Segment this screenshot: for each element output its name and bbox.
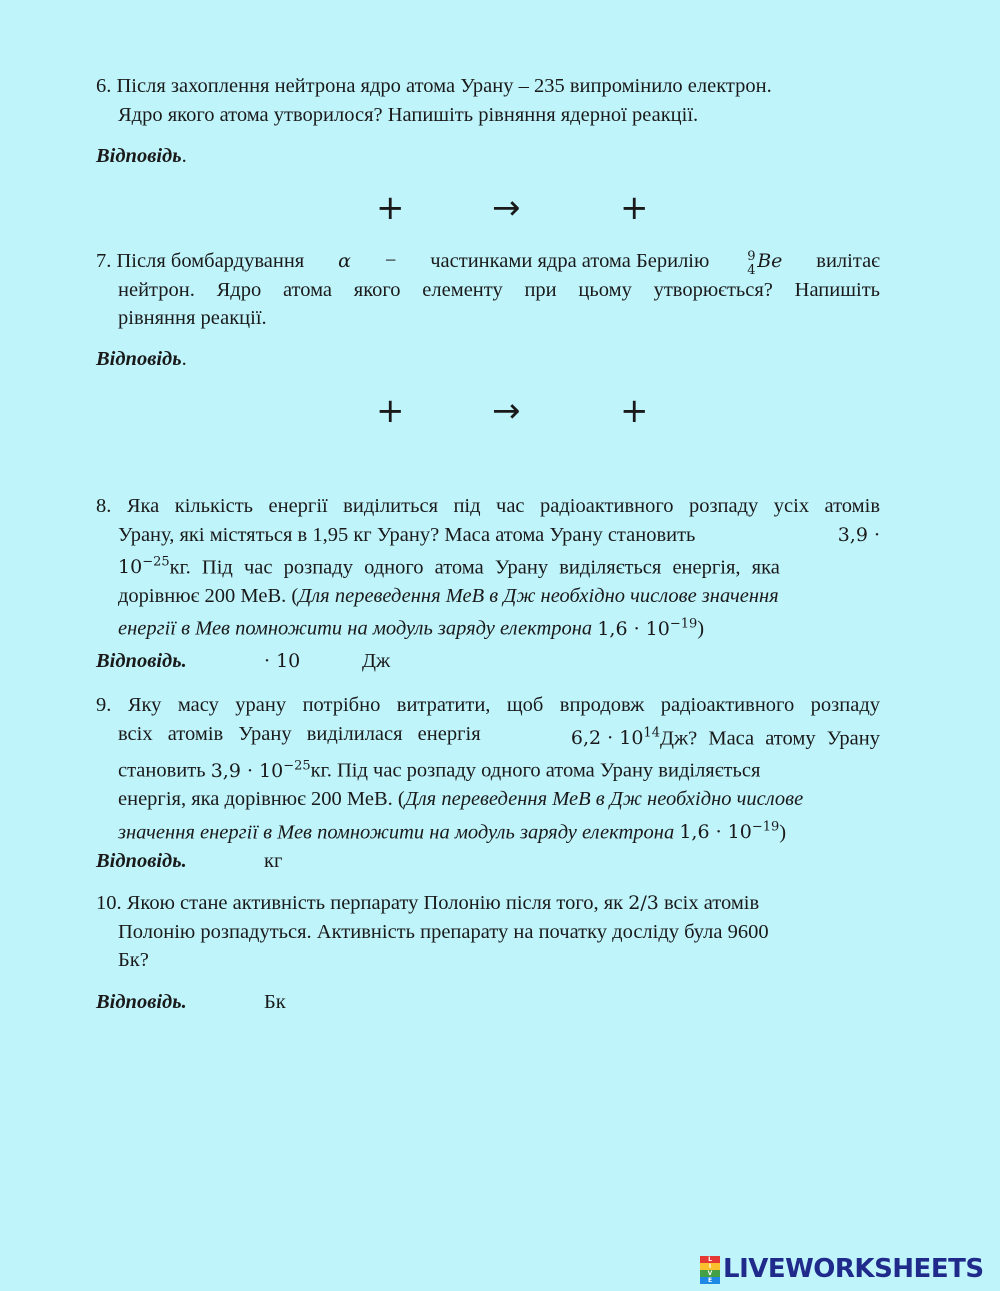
q7-line3: рівняння реакції. xyxy=(118,307,267,329)
question-7: 7. Після бомбардування α − частинками ядра атома Берилію 9 4 Be вилітає нейтрон. Ядро атома якого елементу при цьому утворюється? Напишіть рівняння реакції. xyxy=(96,247,880,333)
question-9: 9. Яку масу урану потрібно витратити, щоб впродовж радіоактивного розпаду всіх атомів Урану виділилася енергія $6,2 \cdot 10^{14}Дж$? Маса атому Урану становить $3,9 \cdot 10^{-25}кг$. Під час розпаду одного атома Урану виділяється енергія, яка дорівнює 200 МеВ. (Для переведення МеВ в Дж необхідно числове значення енергії в Мев помножити на модуль заряду електрона $1,6 \cdot 10^{-19}$) xyxy=(96,691,880,846)
q9-hint-2: значення енергії в Мев помножити на модуль заряду електрона xyxy=(118,820,680,843)
q10-answer-unit: Бк xyxy=(264,991,286,1013)
q6-line2: Ядро якого атома утворилося? Напишіть рівняння ядерної реакції. xyxy=(118,103,699,126)
q8-line1: 8. Яка кількість енергії виділиться під час радіоактивного розпаду усіх атомів xyxy=(96,495,880,517)
q8-answer-multiplier: · 10 xyxy=(264,650,301,672)
q9-mass: $3,9 \cdot 10^{-25}$ xyxy=(210,758,311,782)
q10-fraction: 2/3 xyxy=(628,892,659,914)
question-6 xyxy=(96,72,880,129)
q6-line1: 6. Після захоплення нейтрона ядро атома Урану – 235 випромінило електрон. xyxy=(96,75,772,97)
q10-answer-label: Відповідь. xyxy=(96,991,187,1013)
q10-line1: 10. Якою стане активність перпарату Полонію після того, як xyxy=(96,892,629,914)
q8-line3: кг. Під час розпаду одного атома Урану виділяється енергія, яка xyxy=(169,556,780,579)
q9-energy: $6,2 \cdot 10^{14}$ xyxy=(570,725,660,749)
q7-text-3: вилітає xyxy=(816,250,880,272)
beryllium-nuclide: 9 4 xyxy=(747,249,756,278)
q9-charge: $1,6 \cdot 10^{-19}$ xyxy=(679,819,780,843)
q9-line2: всіх атомів Урану виділилася енергія xyxy=(118,722,481,745)
q8-answer-label: Відповідь. xyxy=(96,650,187,672)
q6-plus-1: + xyxy=(376,188,405,228)
q8-answer-unit: Дж xyxy=(362,650,391,672)
q8-line4: дорівнює 200 МеВ. ( xyxy=(118,584,299,607)
q9-line1: 9. Яку масу урану потрібно витратити, щоб впродовж радіоактивного розпаду xyxy=(96,694,880,716)
q9-answer-unit: кг xyxy=(264,850,283,872)
logo-text: LIVEWORKSHEETS xyxy=(723,1254,984,1284)
q7-plus-1: + xyxy=(376,391,405,431)
q9-hint-1: Для переведення МеВ в Дж необхідно числове xyxy=(404,788,804,811)
q7-arrow: → xyxy=(492,391,521,431)
q8-charge: $1,6 \cdot 10^{-19}$ xyxy=(597,616,698,640)
q7-line2: нейтрон. Ядро атома якого елементу при цьому утворюється? Напишіть xyxy=(118,278,880,301)
q7-plus-2: + xyxy=(620,391,649,431)
q9-line3: кг. Під час розпаду одного атома Урану виділяється xyxy=(310,759,761,782)
q9-line4: енергія, яка дорівнює 200 МеВ. ( xyxy=(118,788,405,811)
liveworksheets-badge-icon: L I V E xyxy=(700,1256,720,1282)
q9-answer-label: Відповідь. xyxy=(96,850,187,872)
q7-text-2: частинками ядра атома Берилію xyxy=(430,250,710,272)
q10-line2: Полонію розпадуться. Активність препарату на початку досліду була 9600 xyxy=(118,920,769,943)
alpha-symbol: α xyxy=(338,250,351,272)
q10-line3: Бк? xyxy=(118,949,149,971)
q8-line2: Урану, які містяться в 1,95 кг Урану? Маса атома Урану становить xyxy=(118,523,696,546)
q8-hint-2: енергії в Мев помножити на модуль заряду електрона xyxy=(118,617,598,640)
q8-mass: 3,9 · xyxy=(837,523,880,546)
question-8: 8. Яка кількість енергії виділиться під час радіоактивного розпаду усіх атомів Урану, які містяться в 1,95 кг Урану? Маса атома Урану становить 3,9 · $10^{-25}кг$. Під час розпаду одного атома Урану виділяється енергія, яка дорівнює 200 МеВ. (Для переведення МеВ в Дж необхідно числове значення енергії в Мев помножити на модуль заряду електрона $1,6 \cdot 10^{-19}$) xyxy=(96,492,880,643)
q6-plus-2: + xyxy=(620,188,649,228)
q8-mass-pow: $10^{-25}$ xyxy=(118,555,170,579)
q6-arrow: → xyxy=(492,188,521,228)
question-10: 10. Якою стане активність перпарату Полонію після того, як 2/3 всіх атомів Полонію розпадуться. Активність препарату на початку досліду була 9600 Бк? xyxy=(96,889,880,975)
liveworksheets-logo xyxy=(700,1254,984,1284)
q7-answer-label: Відповідь. xyxy=(96,348,187,370)
q7-text-1: 7. Після бомбардування xyxy=(96,250,305,272)
q6-answer-label: Відповідь. xyxy=(96,145,187,167)
q8-hint-1: Для переведення МеВ в Дж необхідно числове значення xyxy=(298,584,779,607)
